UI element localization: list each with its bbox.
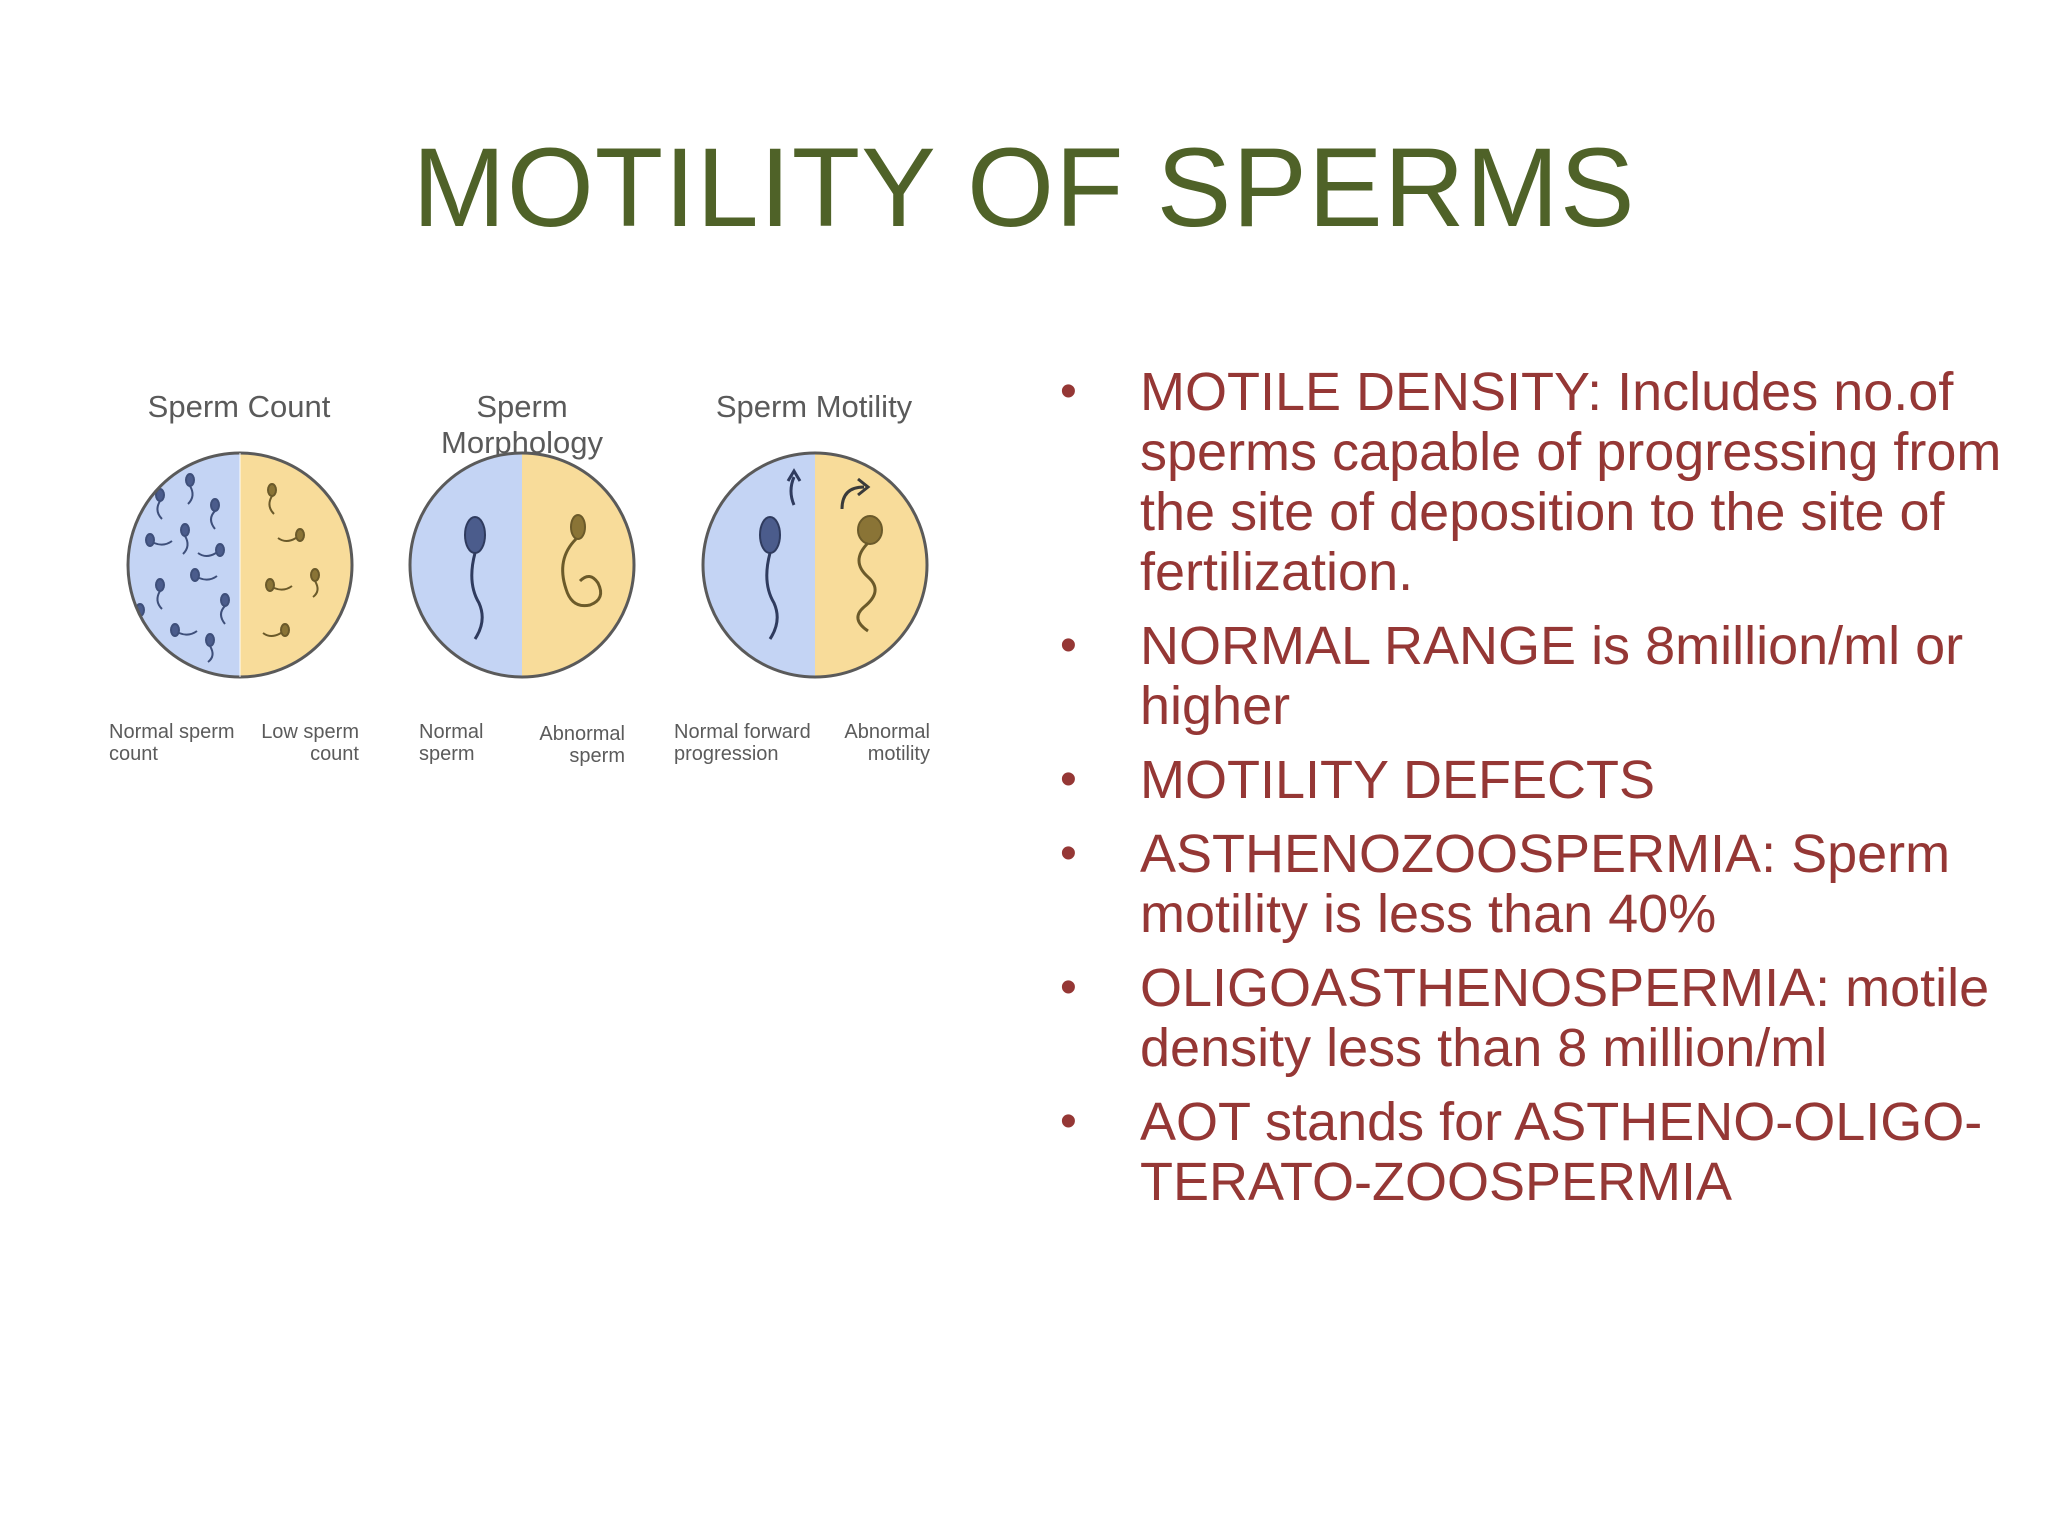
bullet-text: NORMAL RANGE is 8million/ml or higher [1140, 616, 1964, 736]
caption-abnormal-sperm: Abnormal sperm [539, 723, 625, 767]
bullet-list [1060, 362, 2020, 1226]
bullet-text: ASTHENOZOOSPERMIA: Sperm motility is less than 40% [1140, 824, 1951, 944]
panel-title-morphology: Sperm Morphology [441, 389, 603, 460]
sperm-motility-circle [703, 453, 927, 677]
bullet-marker: • [1060, 827, 1077, 880]
bullet-item [1060, 824, 2020, 944]
caption-low-count: Low sperm count [261, 721, 359, 765]
caption-normal-sperm: Normal sperm [419, 721, 484, 765]
caption-abnormal-motility: Abnormal motility [844, 721, 930, 765]
bullet-marker: • [1060, 619, 1077, 672]
bullet-text: AOT stands for ASTHENO-OLIGO-TERATO-ZOOSPERMIA [1140, 1092, 1983, 1212]
panel-title-motility: Sperm Motility [715, 389, 913, 424]
bullet-item [1060, 362, 2020, 602]
sperm-morphology-circle [410, 453, 634, 677]
slide-title: MOTILITY OF SPERMS [412, 125, 1636, 250]
sperm-count-circle [128, 453, 352, 677]
bullet-marker: • [1060, 961, 1077, 1014]
bullet-item [1060, 958, 2020, 1078]
bullet-marker: • [1060, 753, 1077, 806]
bullet-marker: • [1060, 1095, 1077, 1148]
panel-title-count: Sperm Count [147, 389, 331, 424]
caption-forward-progression: Normal forward progression [674, 721, 811, 765]
bullet-item [1060, 1092, 2020, 1212]
caption-normal-count: Normal sperm count [109, 721, 235, 765]
bullet-text: MOTILITY DEFECTS [1140, 750, 1656, 810]
bullet-item [1060, 616, 2020, 736]
bullet-text: OLIGOASTHENOSPERMIA: motile density less than 8 million/ml [1140, 958, 1990, 1078]
figure-circles [100, 435, 960, 735]
sperm-parameters-figure [100, 375, 960, 795]
bullet-text: MOTILE DENSITY: Includes no.of sperms capable of progressing from the site of deposition to the site of fertilization. [1140, 362, 2002, 602]
bullet-item [1060, 750, 2020, 810]
bullet-marker: • [1060, 365, 1077, 418]
